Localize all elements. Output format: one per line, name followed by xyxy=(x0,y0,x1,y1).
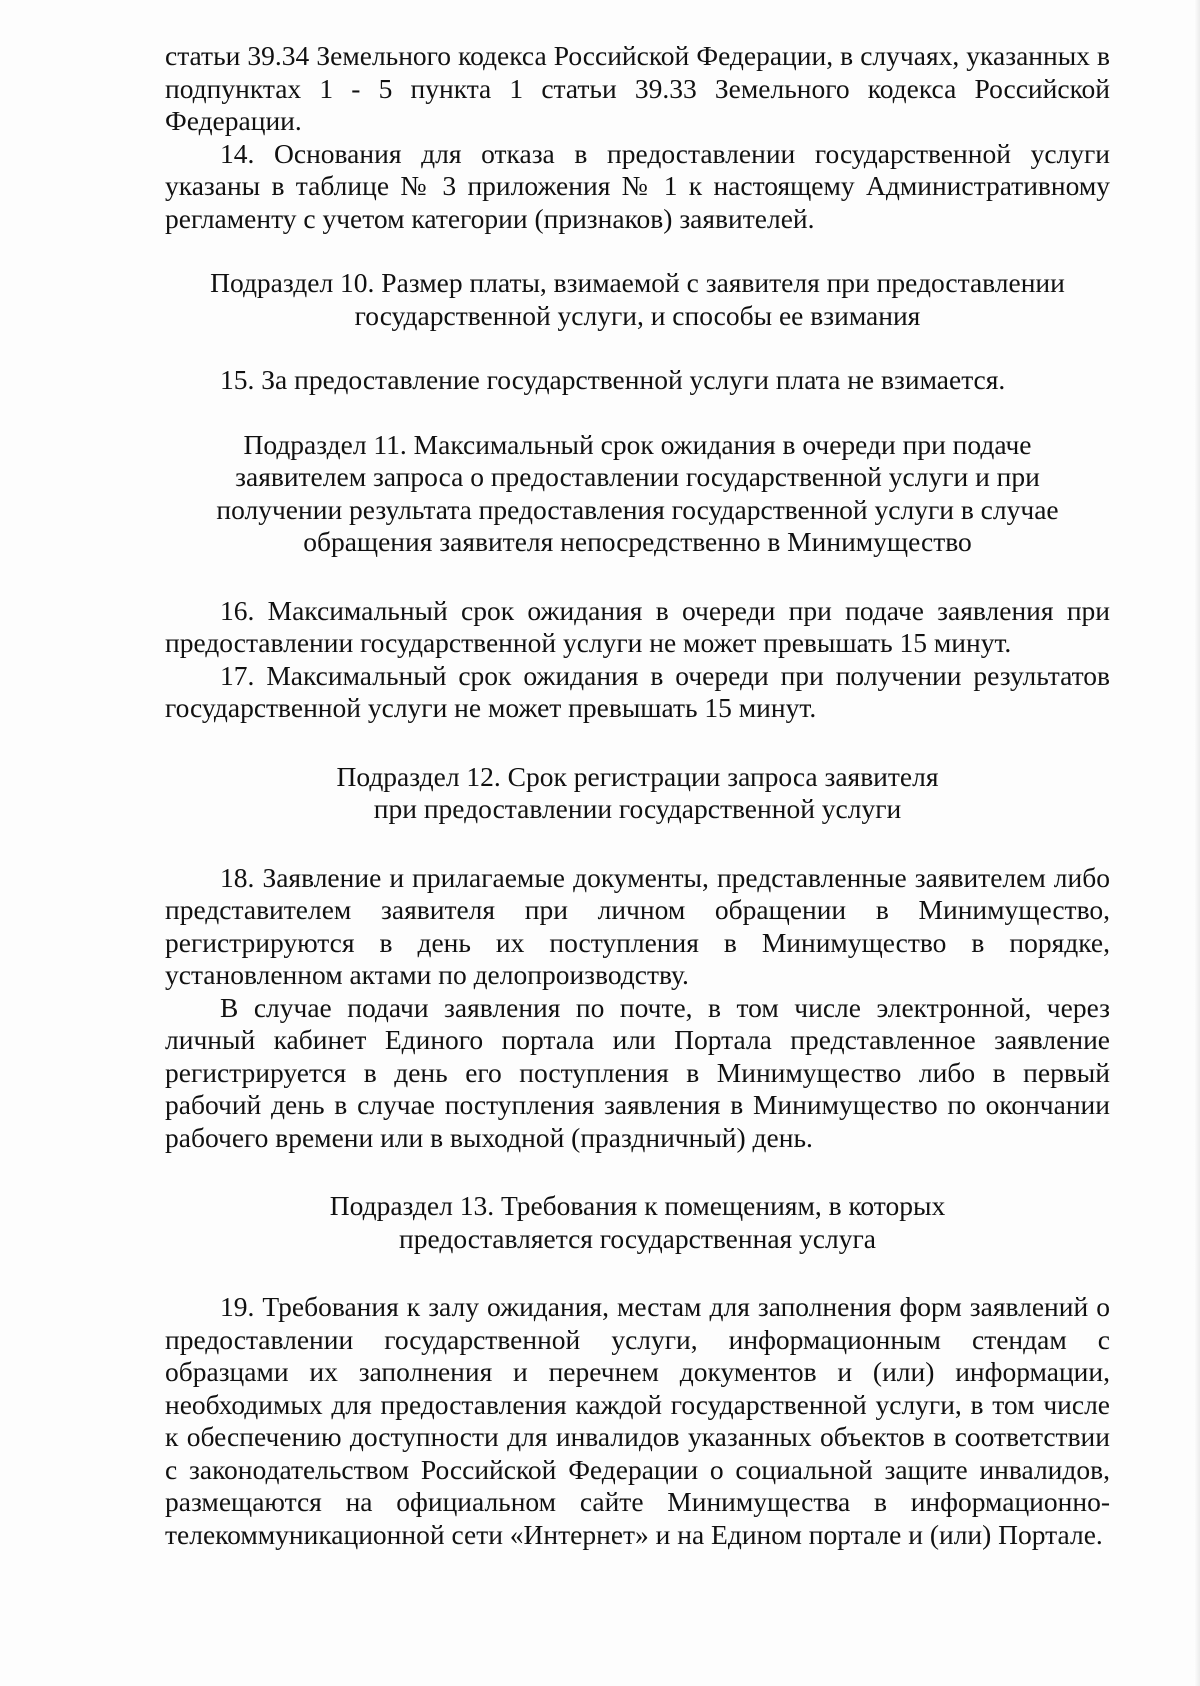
subsection-11-heading xyxy=(165,429,1110,559)
subsection-11-heading-line: Подраздел 11. Максимальный срок ожидания в очереди при подаче xyxy=(243,428,1032,460)
intro-continuation-paragraph: статьи 39.34 Земельного кодекса Российской Федерации, в случаях, указанных в подпунктах 1 - 5 пункта 1 статьи 39.33 Земельного кодекса Российской Федерации. xyxy=(165,40,1110,136)
paragraph-18-continued: В случае подачи заявления по почте, в том числе электронной, через личный кабинет Единого портала или Портала представленное заявление регистрируется в день его поступления в Минимущество либо в первый рабочий день в случае поступления заявления в Минимущество по окончании рабочего времени или в выходной (праздничный) день. xyxy=(165,991,1110,1153)
subsection-13-heading-line: предоставляется государственная услуга xyxy=(399,1222,876,1254)
subsection-11-heading-line: обращения заявителя непосредственно в Минимущество xyxy=(303,526,972,557)
document-body xyxy=(165,40,1110,1551)
paragraph-19: 19. Требования к залу ожидания, местам для заполнения форм заявлений о предоставлении государственной услуги, информационным стендам с образцами их заполнения и перечнем документов и (или) информации, необходимых для предоставления каждой государственной услуги, в том числе к обеспечению доступности для инвалидов указанных объектов в соответствии с законодательством Российской Федерации о социальной защите инвалидов, размещаются на официальном сайте Минимущества в информационно-телекоммуникационной сети «Интернет» и на Едином портале и (или) Портале. xyxy=(165,1291,1110,1550)
subsection-10-heading-line: государственной услуги, и способы ее взимания xyxy=(354,299,921,331)
subsection-11-heading-line: получении результата предоставления государственной услуги в случае xyxy=(216,493,1059,525)
paragraph-15: 15. За предоставление государственной услуги плата не взимается. xyxy=(220,364,1006,395)
subsection-12-heading-line: Подраздел 12. Срок регистрации запроса заявителя xyxy=(336,760,939,792)
paragraph-16: 16. Максимальный срок ожидания в очереди при подаче заявления при предоставлении государственной услуги не может превышать 15 минут. xyxy=(165,594,1110,658)
subsection-10-heading xyxy=(165,267,1110,332)
subsection-11-heading-line: заявителем запроса о предоставлении государственной услуги и при xyxy=(235,461,1040,492)
paragraph-17: 17. Максимальный срок ожидания в очереди при получении результатов государственной услуги не может превышать 15 минут. xyxy=(165,659,1110,723)
subsection-12-heading-line: при предоставлении государственной услуги xyxy=(373,793,902,824)
subsection-10-heading-line: Подраздел 10. Размер платы, взимаемой с заявителя при предоставлении xyxy=(210,267,1065,298)
subsection-12-heading xyxy=(165,761,1110,826)
paragraph-18: 18. Заявление и прилагаемые документы, представленные заявителем либо представителем заявителя при личном обращении в Минимущество, регистрируются в день их поступления в Минимущество в порядке, установленном актами по делопроизводству. xyxy=(165,861,1110,990)
subsection-13-heading-line: Подраздел 13. Требования к помещениям, в которых xyxy=(329,1190,946,1221)
subsection-13-heading xyxy=(165,1190,1110,1255)
paragraph-14: 14. Основания для отказа в предоставлении государственной услуги указаны в таблице № 3 приложения № 1 к настоящему Административному регламенту с учетом категории (признаков) заявителей. xyxy=(165,137,1110,234)
scan-edge xyxy=(1194,0,1200,1686)
